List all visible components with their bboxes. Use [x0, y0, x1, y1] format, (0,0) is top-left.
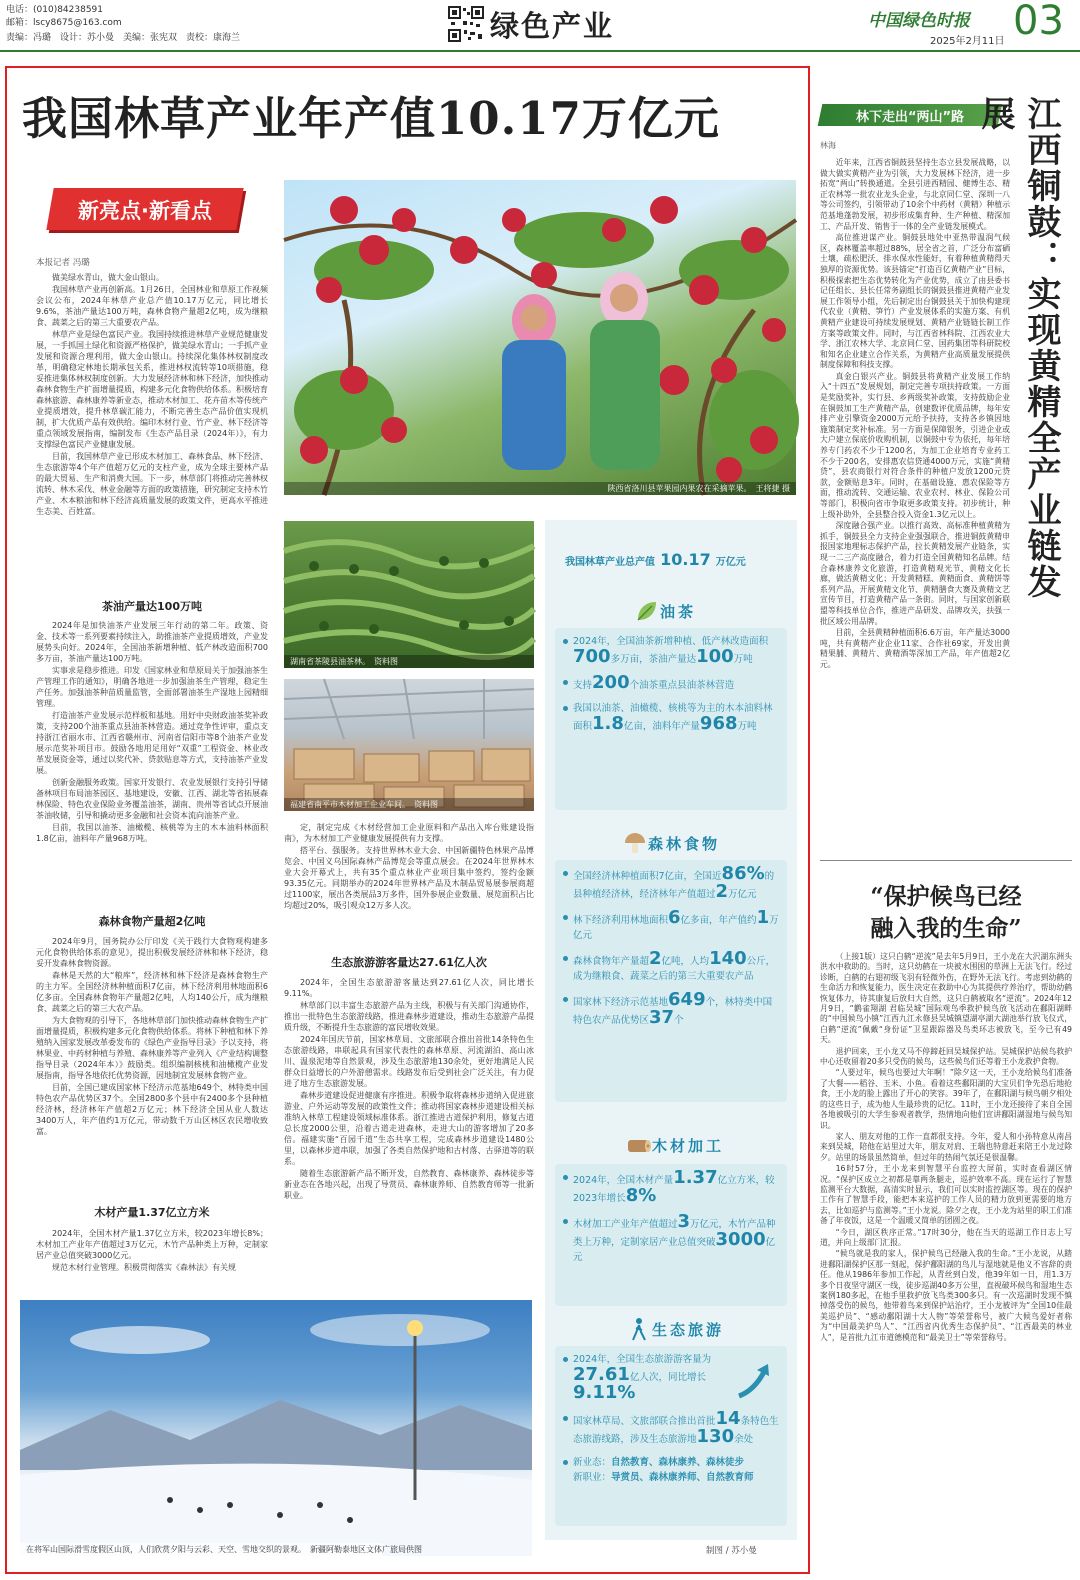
forest-food-item-3-c: 公斤，成为继粮食、蔬菜之后的第三大重要农产品	[573, 956, 776, 982]
right-title-2-line1: “保护候鸟已经	[870, 883, 1022, 910]
lead-p2: 我国林草产业再创新高。1月26日，全国林业和草原工作视频会议公布，2024年林草产业总产值10.17万亿元，同比增长9.6%，茶油产量达100万吨，森林食物产量超2亿吨，成为继粮食、蔬菜之后的第三大重要农产品。	[36, 285, 268, 327]
section-title: 绿色产业	[490, 9, 615, 43]
oil-tea-item-1-big2: 100	[696, 646, 734, 667]
oil-tea-item-1-c: 万吨	[733, 654, 753, 665]
eco-item-2-big2: 130	[696, 1426, 735, 1447]
terrace-illustration	[284, 521, 534, 668]
lead-p3: 林草产业是绿色富民产业。我国持续推进林草产业规范健康发展，一手抓国土绿化和资源严格保护，做美绿水青山；一手抓产业发展和资源合理利用，做大金山银山。持续深化集体林权制度改革，明确稳定林地长期承包关系，推进林权流转等10项措施，稳妥推进集体林权制度创新。大力发展经济林和林下经济，加快推动森林食物生产扩面增量提质，构建多元化食物供给体系。积极培育森林旅游、森林康养等新业态，推动木材加工、花卉苗木等传统产业提质增效，提升林草碳汇能力，不断完善生态产品价值实现机制，扩大优质产品有效供给。编印木材行业、竹产业、林下经济等重点领域发展指南，编制发布《生态产品目录（2024年）》，有力支撑绿色富民产业健康发展。	[36, 330, 268, 449]
timber-item-1-big2: 8%	[625, 1185, 657, 1206]
eco-item-3-a: 新业态：	[573, 1457, 612, 1468]
forest-food-item-1-a: 全国经济林种植面积7亿亩，全国近	[573, 871, 722, 882]
factory-illustration	[284, 679, 534, 811]
timber-item-2-b: 万亿元，木竹产品种类上万种，定制家居产业总值突破	[573, 1219, 776, 1248]
tea-oil-p2: 实事求是稳步推进。印发《国家林业和草原局关于加强油茶生产管理工作的通知》，明确各地进一步加强油茶生产管理，稳定生产任务。加强油茶种苗质量监管，全面部署油茶生产湿地上园精细管理。	[36, 666, 268, 708]
eco-item-2-b: 条特色生态旅游线路，涉及生态旅游地	[573, 1416, 779, 1445]
eco-p2: 林草部门以丰富生态旅游产品为主线，积极与有关部门沟通协作，推出一批特色生态旅游线路，推进森林步道建设，推动生态旅游产品提质升级，不断提升生态旅游的富民增收效果。	[284, 1001, 534, 1032]
forest-food-item-4	[563, 989, 779, 1028]
forest-food-item-3-big2: 140	[709, 948, 747, 969]
forest-food-item-4-big2: 37	[649, 1007, 675, 1028]
right-divider	[820, 860, 1072, 861]
headline: 我国林草产业年产值10.17万亿元	[22, 92, 720, 145]
subhead-tea-oil: 茶油产量达100万吨	[102, 600, 202, 613]
right1-p2: 高位推进谋产业。铜鼓县地处中亚热带温润气候区，森林覆盖率超过88%，居全省之首，广泛分布富硒土壤，疏松肥沃、排水保水性能好，有着种植黄精得天独厚的资源优势。该县锚定“打造百亿黄精产业”目标，积极探索把生态优势转化为产业优势，成立了由县委书记任组长、县长任常务副组长的铜鼓县推进黄精产业发展工作领导小组，先后制定出台铜鼓县关于加快构建现代农业（黄精、笋竹）产业发展体系的实施方案、有机黄精产业建设可持续发展规划、黄精产业链链长制工作方案等政策文件。同时，与江西省林科院、江西农业大学、浙江农林大学、北京同仁堂、国药集团等科研院校和知名企业建立合作关系，为黄精产业高质量发展提供制度保障和科技支撑。	[820, 233, 1010, 370]
right1-p1: 近年来，江西省铜鼓县坚持生态立县发展战略，以做大做实黄精产业为引领，大力发展林下经济，进一步拓宽“两山”转换通道。全县引进西精园、健博生态、精正农林等一批农业龙头企业，与北京同仁堂、深圳一八等公司签约，引领带动了10余个中药材（黄精）种植示范基地蓬勃发展，初步形成集育种、生产种植、精深加工、产品开发、销售于一体的全产业链发展模式。	[820, 158, 1010, 231]
right1-p3: 真金白银兴产业。铜鼓县将黄精产业发展工作纳入“十四五”发展规划，制定完善专项扶持政策。一方面是奖励奖补，实行县、乡两级奖补政策，支持鼓励企业在铜鼓加工生产黄精产品，创建数评优质品牌，每年安排产业引擎资金2000万元给予扶持，支持各乡镇因地施策制定奖补标准。另一方面是保障银务，引进企业或大户建立保底价收购机制，以铜鼓中专为依托，每年培养专门药农不少于1200名，为加工企业培育专业药工不少于200名，安排惠农信贷通4000万元，实施“黄精贷”，县农商银行对符合条件的种植户发放1200元贷款，金额贴息3年。同时，在基础设施、惠农保险等方面，推动流转、交通运输、农业农村、林业、保险公司等部门，积极向省市争取更多政策支持。初步统计，种上级补助外，全县整合投入资金1.3亿元以上。	[820, 371, 1010, 519]
tag-label: 新亮点·新看点	[78, 199, 212, 223]
eco-item-1-big: 27.61	[573, 1364, 630, 1385]
timber-item-1	[563, 1167, 779, 1206]
sec-timber-header	[595, 1132, 755, 1158]
eco-tourism-text	[284, 977, 534, 1287]
timber-item-2-big: 3	[677, 1211, 691, 1232]
right2-p6: “今日，湖区秩序正常。”17时30分，他在当天的巡湖工作日志上写道，并向上级部门汇报。	[820, 1227, 1072, 1247]
infographic-title-unit: 万亿元	[715, 557, 746, 568]
forest-food-item-4-a: 国家林下经济示范基地	[573, 997, 669, 1008]
oil-tea-item-2-a: 支持	[573, 680, 593, 691]
eco-item-3-d: 导赏员、森林康养师、自然教育师	[611, 1472, 754, 1483]
timber-p1: 2024年，全国木材产量1.37亿立方米，较2023年增长8%；木材加工产业年产值超过3万亿元，木竹产品种类上万种，定制家居产业总值突破3000亿元。	[36, 1229, 268, 1260]
mushroom-icon	[622, 830, 648, 856]
forest-food-item-1-c: 万亿元	[728, 889, 757, 900]
right2-p4: 家人、朋友对他的工作一直都很支持。今年，爱人和小孙特意从南昌来到吴城，陪他在站里过大年，朋友对肩、王瑞也特意赶来陪王小龙过除夕。站里的场景虽然简单，但过年的热闹气氛还是很温馨。	[820, 1131, 1072, 1162]
credit-graphic: 制图 / 苏小曼	[706, 1546, 757, 1556]
right-byline: 林海	[820, 141, 836, 150]
right2-p2: 退护回来，王小龙又马不停蹄赶回吴城保护站。吴城保护站候鸟救护中心还收留着20多只受伤的候鸟，这些候鸟们还等着王小龙救护食物。	[820, 1046, 1072, 1067]
forest-food-item-2-big2: 1	[756, 907, 770, 928]
photo-timber-caption: 福建省南平市木材加工企业车间。 资料图	[284, 798, 534, 811]
infographic-title-value: 10.17	[660, 550, 711, 569]
forest-food-item-1-big: 86%	[721, 863, 765, 884]
right-article-1	[820, 158, 1010, 850]
subhead-eco-tourism: 生态旅游游客量达27.61亿人次	[331, 956, 487, 969]
oil-tea-item-3-big: 1.8	[592, 713, 624, 734]
sec-eco-tourism	[555, 1346, 787, 1526]
apple-tree-illustration	[284, 180, 796, 495]
header-rule	[0, 50, 1080, 52]
timber-item-2-c: 亿元	[573, 1237, 776, 1263]
ski-illustration	[20, 1300, 532, 1556]
sec-eco-tourism-title: 生态旅游	[651, 1320, 724, 1339]
header-email: 邮箱：lscy8675@163.com	[6, 18, 122, 28]
right2-p7: “候鸟就是我的家人，保护候鸟已经融入我的生命。”王小龙说，从踏进鄱阳湖保护区那一刻起，保护鄱阳湖的鸟儿与湿地就是他义不容辞的责任。他从1986年参加工作起，从青丝到白发，他39年如一日，用1.3万多个日夜坚守湖区一线，徒步巡湖40多万公里，直视破坏候鸟和湿地生态案例180多起，在他手里救护放飞鸟类300多只。有一次巡湖时发现不慎掉落受伤的候鸟，他带着鸟来到保护站治疗，王小龙被评为“全国10佳最美巡护员”、“感动鄱阳湖十大人物”等荣誉称号，被广大候鸟爱好者称为“中国最美护鸟人”、“江西省内优秀生态保护员”、“江西最美的林业人”，是首批九江市道德模范和“最美卫士”等荣誉称号。	[820, 1249, 1072, 1342]
infographic-title-text: 我国林草产业总产值	[565, 557, 655, 568]
oil-tea-item-1-b: 多万亩，茶油产量达	[610, 654, 697, 665]
forest-food-item-2	[563, 907, 779, 943]
photo-ski-resort	[20, 1300, 532, 1556]
eco-p4: 森林步道建设促进健康有序推进。积极争取将森林步道纳入促进旅游业、户外运动等发展的政策性文件；推动将国家森林步道建设相关标准纳入林草工程建设领域标准体系。浙江推进古道保护利用，修复古道总长度2000公里，沿着古道走进森林，走进大山的游客增加了20多倍。福建实施“百园千道”生态共享工程，完成森林步道建设1480公里，以森林步道串联，加强了各类自然保护地和古村落、古驿道等的联系。	[284, 1091, 534, 1166]
leaf-icon	[634, 598, 660, 624]
timber-item-2-a: 木材加工产业年产值超过	[573, 1219, 678, 1230]
oil-tea-item-2	[563, 672, 779, 693]
forest-food-item-3	[563, 948, 779, 984]
eco-p3: 2024年国庆节前，国家林草局、文旅部联合推出首批14条特色生态旅游线路，串联起具有国家代表性的森林草原、河流湖泊、高山冰川、温泉泥地等自然景观，涉及生态旅游地130余处，更好地满足人民群众日益增长的户外游憩需求。线路发布后受到社会广泛关注，有力促进了地方生态旅游发展。	[284, 1035, 534, 1088]
infographic-panel	[545, 520, 797, 1540]
sec-oil-tea-header	[585, 598, 745, 624]
page-number: 03	[1013, 0, 1064, 44]
lead-p1: 做美绿水青山，做大金山银山。	[52, 273, 164, 282]
right-title-vertical: 江西铜鼓：实现黄精全产业链发展	[975, 96, 1061, 600]
timber-p2: 规范木材行业管理。积极贯彻落实《森林法》有关规	[52, 1263, 236, 1272]
tea-oil-p5: 目前，我国以油茶、油橄榄、核桃等为主的木本油料林面积1.8亿亩，油料年产量968万吨。	[36, 823, 268, 843]
header-date: 2025年2月11日	[930, 36, 1005, 47]
sec-timber-title: 木材加工	[651, 1136, 724, 1155]
forest-food-item-4-big: 649	[668, 989, 706, 1010]
timber-item-1-big: 1.37	[673, 1167, 718, 1188]
oil-tea-item-1-a: 2024年，全国油茶新增种植、低产林改造面积	[573, 636, 769, 647]
eco-item-2-a: 国家林草局、文旅部联合推出首批	[573, 1416, 716, 1427]
oil-tea-item-1	[563, 634, 779, 667]
forest-food-item-1-b: 的县种植经济林，经济林年产值超过	[573, 871, 775, 900]
mid-p1: 定，制定完成《木材经营加工企业原料和产品出入库台账建设指南》，为木材加工产业健康发展提供有力支撑。	[284, 823, 534, 843]
forest-food-item-4-b: 个，林特类中国特色农产品优势区	[573, 997, 773, 1026]
forest-food-text	[36, 936, 268, 1198]
right1-p4: 深度融合强产业。以推行高效、高标准种植黄精为抓手，铜鼓县全力支持企业强强联合，推进铜鼓黄精申报国家地理标志保护产品，拉长黄精发展产业链条，实现一二三产高度融合，着力打造全国黄精知名品牌。结合森林康养文化旅游，打造黄精观光节、黄精文化长廊，做活黄精文化；开发黄精糕、黄精面食、黄精饼等系列产品，开展黄精文化节、黄精膳食大赛及黄精文艺宣传节目，打造黄精产品一条街。同时，与国家创新联盟等科技单位合作，推进产品研发、品牌攻关，扶强一批区域公用品牌。	[820, 521, 1010, 626]
oil-tea-item-3-c: 万吨	[737, 721, 757, 732]
forest-food-item-3-a: 森林食物年产量超	[573, 956, 650, 967]
header	[0, 0, 1080, 52]
log-icon	[626, 1132, 652, 1158]
eco-item-3-b: 自然教育、森林康养、森林徒步	[611, 1457, 745, 1468]
oil-tea-item-3-big2: 968	[699, 713, 738, 734]
eco-item-1-a: 2024年，全国生态旅游游客量为	[573, 1354, 712, 1365]
sec-forest-food-title: 森林食物	[647, 834, 720, 853]
header-phone: 电话：(010)84238591	[6, 5, 104, 15]
eco-item-1-b: 亿人次，同比增长	[629, 1372, 706, 1383]
growth-arrow-icon	[735, 1360, 775, 1400]
photo-oil-tea-forest	[284, 521, 534, 668]
timber-item-2	[563, 1211, 779, 1265]
sec-oil-tea	[555, 628, 787, 810]
forest-food-item-2-big: 6	[668, 907, 681, 928]
forest-food-item-2-b: 亿多亩，年产值约	[680, 915, 757, 926]
lead-p4: 目前，我国林草产业已形成木材加工、森林食品、林下经济、生态旅游等4个年产值超万亿元的支柱产业，成为全球主要林产品的最大贸易、生产和消费大国。下一步，林草部门将推动完善林权流转、林木采伐、林业金融等方面的政策措施，研究制定支持木竹产业、木本粮油和林下经济高质量发展的政策文件，更高水平推进生态美、百姓富。	[36, 452, 268, 516]
sec-forest-food	[555, 860, 787, 1102]
photo-timber-factory	[284, 679, 534, 811]
newspaper-logo: 中国绿色时报	[868, 11, 970, 31]
subhead-timber: 木材产量1.37亿立方米	[94, 1206, 210, 1219]
right2-p1: （上接1版）这只白鹤“逆流”是去年5月9日，王小龙在大沢湖东洲头洪水中救助的。当时，这只幼鹤在一块被水围困的草洲上无法飞行。经过诊断，白鹤的右翅初级飞羽有轻微外伤，在野外无法飞行。考虑到幼鹤的生命活力和恢复能力，医生决定在救助中心为其提供疗养治疗，帮助幼鹤恢复体力，待其康复后放归大自然，这只白鹤被取名“逆流”。2024年12月9日，“鹳雀翔湖 君临吴城”国际观鸟季救护候鸟放飞活动在鄱阳湖畔的“中国候鸟小镇”江西九江永修县吴城镇望湖亭湖大湖池举行放飞仪式，白鹤“逆流”佩戴“身份证”卫星跟踪器及鸟类环志被放飞，至今已有49天。	[820, 952, 1072, 1045]
eco-p1: 2024年，全国生态旅游游客量达到27.61亿人次，同比增长9.11%。	[284, 978, 534, 998]
eco-item-3-c: 新职业：	[573, 1472, 612, 1483]
timber-text	[36, 1228, 268, 1284]
tea-oil-p3: 打造油茶产业发展示范样板和基地。用好中央财政油茶奖补政策，支持200个油茶重点县油茶林营造。通过竞争性评审，重点支持浙江省丽水市、江西省赣州市、河南省信阳市等8个油茶产业发展示范奖补项目市。鼓励各地用足用好“双重”工程资金、林业改革发展资金等，通过以奖代补、贷款贴息等方式，支持油茶产业发展。	[36, 711, 268, 775]
right-title-2-line2: 融入我的生命”	[870, 915, 1022, 942]
eco-item-1-big2: 9.11%	[573, 1382, 636, 1403]
qr-code-icon	[448, 6, 484, 42]
eco-item-3	[563, 1455, 779, 1485]
forest-food-item-1	[563, 863, 779, 902]
eco-item-2-big: 14	[715, 1408, 741, 1429]
oil-tea-item-2-big: 200	[592, 672, 630, 693]
right1-p5: 目前，全县黄精种植面积6.6万亩，年产量达3000吨，共有黄精产业企业11家、合作社69家，开发出黄精果脯、黄精片、黄精酒等深加工产品，年产值超2亿元。	[820, 628, 1010, 669]
sec-forest-food-header	[591, 830, 751, 856]
oil-tea-item-1-big: 700	[573, 646, 611, 667]
timber-item-1-a: 2024年，全国木材产量	[573, 1175, 674, 1186]
column-label: 林下走出“两山”路	[855, 110, 965, 125]
eco-item-2-c: 余处	[734, 1434, 754, 1445]
forest-food-item-4-c: 个	[674, 1015, 684, 1026]
photo-ski-caption: 在将军山国际滑雪度假区山顶，人们欣赏夕阳与云彩、天空、雪地交织的景观。 新疆阿勒泰地区文体广旅局供图	[20, 1543, 382, 1556]
forest-food-item-1-big2: 2	[715, 881, 729, 902]
sec-oil-tea-title: 油茶	[659, 602, 696, 621]
tea-oil-p4: 创新金融服务政策。国家开发银行、农业发展银行支持引导储备林项目布局油茶园区、基地建设，安徽、江西、湖北等省拓展森林保险、特色农业保险业务覆盖油茶，湖南、贵州等省试点开展油茶油收储，引导和撬动更多金融和社会资本流向油茶产业。	[36, 778, 268, 820]
right-article-2	[820, 952, 1072, 1570]
forest-food-item-3-b: 亿吨，人均	[661, 956, 710, 967]
photo-oil-tea-caption: 湖南省茶陵县油茶林。 资料图	[284, 655, 534, 668]
oil-tea-item-3	[563, 701, 779, 734]
lead-column	[36, 272, 268, 584]
hiker-icon	[626, 1316, 652, 1342]
oil-tea-item-2-b: 个油茶重点县油茶林营造	[629, 680, 735, 691]
timber-item-2-big2: 3000	[715, 1229, 766, 1250]
oil-tea-item-3-b: 亿亩，油料年产量	[623, 721, 700, 732]
forest-food-p1: 2024年9月，国务院办公厅印发《关于践行大食物观构建多元化食物供给体系的意见》，提出积极发展经济林和林下经济，稳妥开发森林食物资源。	[36, 937, 268, 968]
forest-food-p4: 目前，全国已建成国家林下经济示范基地649个、林特类中国特色农产品优势区37个。全国2800多个县中有2400多个县种植经济林，经济林年产值超2万亿元；林下经济全国从业人数达3400万人，年产值约1万亿元，带动数千万山区林区农民增收致富。	[36, 1083, 268, 1136]
forest-food-p2: 森林是天然的大“粮库”，经济林和林下经济是森林食物生产的主力军。全国经济林种植面积7亿亩，林下经济利用林地面积6亿多亩。全国森林食物年产量超2亿吨，人均140公斤，成为继粮食、蔬菜之后的第三大农产品。	[36, 971, 268, 1013]
mid-column-text	[284, 822, 534, 944]
tea-oil-text	[36, 620, 268, 910]
eco-p5: 随着生态旅游新产品不断开发，自然教育、森林康养、森林徒步等新业态在各地兴起，出现了导赏员、森林康养师、自然教育师等一批新职业。	[284, 1169, 534, 1200]
right2-p3: “人要过年，候鸟也要过大年啊！”除夕这一天，王小龙给候鸟们准备了大餐——稻谷、玉米、小鱼。看着这些鄱阳湖的大宝贝们争先恐后地抢食，王小龙的脸上露出了开心的笑容。39年了，在鄱阳湖与候鸟朝夕相处的这些日子，成为他人生最珍贵的记忆。11时，王小龙还接待了来自全国各地被吸引的大学生参观者教学，热情地向他们宣讲鄱阳湖湿地与候鸟知识。	[820, 1068, 1072, 1130]
forest-food-item-2-c: 万亿元	[573, 915, 779, 941]
byline: 本报记者 冯璐	[36, 258, 90, 268]
right2-p5: 16时57分，王小龙来到智慧平台监控大屏前，实时查看湖区情况。“保护区成立之初都是靠两条腿走，巡护效率不高。现在运行了智慧监测平台大数据，高清实时显示，我们可以实时监控湖区等。现在的保护工作有了智慧手段，能把本来巡护的工作人员的精力放到更需要的地方去，比如巡护与监测等。”王小龙说。除夕之夜，王小龙为站里的职工们准备了年夜饭，这是一个温暖又简单的团圆之夜。	[820, 1164, 1072, 1226]
sec-eco-tourism-header	[595, 1316, 755, 1342]
oil-tea-item-3-a: 我国以油茶、油橄榄、核桃等为主的木本油料林面积	[573, 703, 773, 732]
mid-p2: 搭平台、强服务。支持世界林木业大会、中国新疆特色林果产品博览会、中国义乌国际森林产品博览会等重点展会。在2024年世界林木业大会开幕式上，共有35个重点林业产业项目集中签约，签约金额93.35亿元。同期举办的2024年世界林产品及木制品贸易展参展商超过1100家，展出各类展品3万多件，国外参展企业数量、展览面积占比均超过20%，吸引观众12万多人次。	[284, 846, 534, 910]
forest-food-p3: 为大食物观的引导下，各地林草部门加快推动森林食物生产扩面增量提质，积极构建多元化食物供给体系。将林下种植和林下养殖纳入国家发展改革委发布的《绿色产业指导目录》予以支持，将林果业、中药材种植与养殖、森林康养等产业列入《产业结构调整指导目录（2024年本）》鼓励类。组织编制核桃和油橄榄产业发展指南，指导各地依托优势资源，因地制宜发展林食物产业。	[36, 1016, 268, 1080]
sec-timber	[555, 1164, 787, 1306]
header-editors: 责编：冯璐 设计：苏小曼 美编：张宪双 责校：康海兰	[6, 33, 241, 43]
eco-item-2	[563, 1408, 779, 1447]
photo-apple-harvest	[284, 180, 796, 495]
photo-apple-caption: 陕西省洛川县苹果园内果农在采摘苹果。 王将捷 摄	[284, 482, 796, 495]
infographic-title	[565, 550, 785, 569]
subhead-forest-food: 森林食物产量超2亿吨	[98, 915, 206, 928]
timber-item-1-b: 亿立方米，较2023年增长	[573, 1175, 775, 1204]
forest-food-item-3-big: 2	[649, 948, 662, 969]
tea-oil-p1: 2024年是加快油茶产业发展三年行动的第二年。政策、资金、技术等一系列要素持续注入，助推油茶产业提质增效，产业发展势头向好。2024年，全国油茶新增种植、低产林改造面积700多万亩，茶油产量达100万吨。	[36, 621, 268, 663]
forest-food-item-2-a: 林下经济利用林地面积	[573, 915, 669, 926]
